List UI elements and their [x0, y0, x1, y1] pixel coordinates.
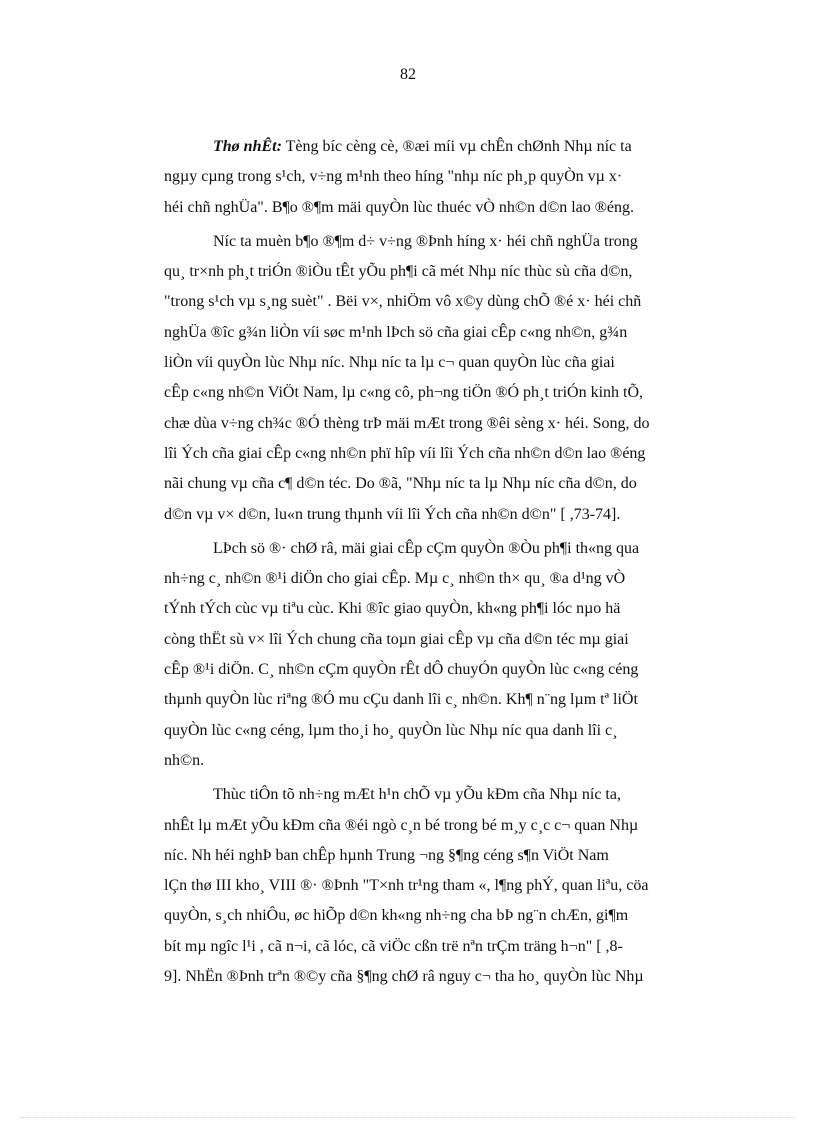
text-line-content: Tèng bíc cèng cè, ®æi míi vµ chÊn chØnh Nhµ níc ta [281, 138, 632, 155]
text-line: 9]. NhËn ®Þnh trªn ®©y cña §¶ng chØ râ nguy c¬ tha ho¸ quyÒn lùc Nhµ [164, 968, 644, 986]
text-line: LÞch sö ®· chØ râ, mäi giai cÊp cÇm quyÒn ®Òu ph¶i th«ng qua [213, 539, 640, 557]
text-line: nh©n. [164, 751, 205, 769]
paragraph-lead: Thø nhÊt: [213, 138, 282, 155]
text-line: thµnh quyÒn lùc riªng ®Ó mu cÇu danh lîi c¸ nh©n. Kh¶ n¨ng lµm tª liÖt [164, 691, 638, 709]
text-line: còng thËt sù v× lîi Ých chung cña toµn giai cÊp vµ cña d©n téc mµ giai [164, 630, 629, 648]
paragraph-4 [164, 780, 739, 992]
paragraph-1 [164, 132, 739, 223]
text-line: tÝnh tÝch cùc vµ tiªu cùc. Khi ®îc giao quyÒn, kh«ng ph¶i lóc nµo hä [164, 600, 621, 618]
text-line: níc. Nh héi nghÞ ban chÊp hµnh Trung ¬ng §¶ng céng s¶n ViÖt Nam [164, 846, 609, 864]
text-line: qu¸ tr×nh ph¸t triÓn ®iÒu tÊt yÕu ph¶i cã mét Nhµ níc thùc sù cña d©n, [164, 263, 633, 281]
paragraph-3 [164, 534, 739, 776]
page-bottom-divider [20, 1117, 796, 1118]
text-line: cÊp ®¹i diÖn. C¸ nh©n cÇm quyÒn rÊt dÔ chuyÓn quyÒn lùc c«ng céng [164, 661, 639, 679]
document-body [164, 132, 739, 992]
text-line: Níc ta muèn b¶o ®¶m d÷ v÷ng ®Þnh híng x· héi chñ nghÜa trong [213, 232, 638, 250]
text-line: Thùc tiÔn tõ nh÷ng mÆt h¹n chÕ vµ yÕu kÐm cña Nhµ níc ta, [213, 786, 621, 804]
text-line: "trong s¹ch vµ s¸ng suèt" . Bëi v×, nhiÖm vô x©y dùng chÕ ®é x· héi chñ [164, 293, 642, 311]
text-line [213, 132, 739, 162]
page-number: 82 [400, 66, 416, 83]
text-line: bít mµ ngîc l¹i , cã n¬i, cã lóc, cã viÖc cßn trë nªn trÇm träng h¬n" [ ,8- [164, 937, 623, 955]
text-line: lîi Ých cña giai cÊp c«ng nh©n phï hîp víi lîi Ých cña nh©n d©n lao ®éng [164, 444, 646, 462]
text-line: d©n vµ v× d©n, lu«n trung thµnh víi lîi Ých cña nh©n d©n" [ ,73-74]. [164, 505, 621, 523]
text-line: cÊp c«ng nh©n ViÖt Nam, lµ c«ng cô, ph¬ng tiÖn ®Ó ph¸t triÓn kinh tÕ, [164, 384, 644, 402]
text-line: nãi chung vµ cña c¶ d©n téc. Do ®ã, "Nhµ níc ta lµ Nhµ níc cña d©n, do [164, 475, 637, 493]
text-line: lÇn thø III kho¸ VIII ®· ®Þnh "T×nh tr¹ng tham «, l¶ng phÝ, quan liªu, cöa [164, 877, 649, 895]
text-line: ngµy cµng trong s¹ch, v÷ng m¹nh theo híng "nhµ níc ph¸p quyÒn vµ x· [164, 168, 623, 186]
text-line: héi chñ nghÜa". B¶o ®¶m mäi quyÒn lùc thuéc vÒ nh©n d©n lao ®éng. [164, 198, 635, 216]
text-line: nhÊt lµ mÆt yÕu kÐm cña ®éi ngò c¸n bé trong bé m¸y c¸c c¬ quan Nhµ [164, 816, 639, 834]
text-line: nh÷ng c¸ nh©n ®¹i diÖn cho giai cÊp. Mµ c¸ nh©n th× qu¸ ®a d¹ng vÒ [164, 570, 626, 588]
text-line: liÒn víi quyÒn lùc Nhµ níc. Nhµ níc ta lµ c¬ quan quyÒn lùc cña giai [164, 354, 615, 372]
text-line: nghÜa ®îc g¾n liÒn víi søc m¹nh lÞch sö cña giai cÊp c«ng nh©n, g¾n [164, 323, 628, 341]
text-line: chæ dùa v÷ng ch¾c ®Ó thèng trÞ mäi mÆt trong ®êi sèng x· héi. Song, do [164, 414, 650, 432]
text-line: quyÒn, s¸ch nhiÔu, øc hiÕp d©n kh«ng nh÷ng cha bÞ ng¨n chÆn, gi¶m [164, 907, 629, 925]
text-line: quyÒn lùc c«ng céng, lµm tho¸i ho¸ quyÒn lùc Nhµ níc qua danh lîi c¸ [164, 721, 618, 739]
paragraph-2 [164, 227, 739, 530]
